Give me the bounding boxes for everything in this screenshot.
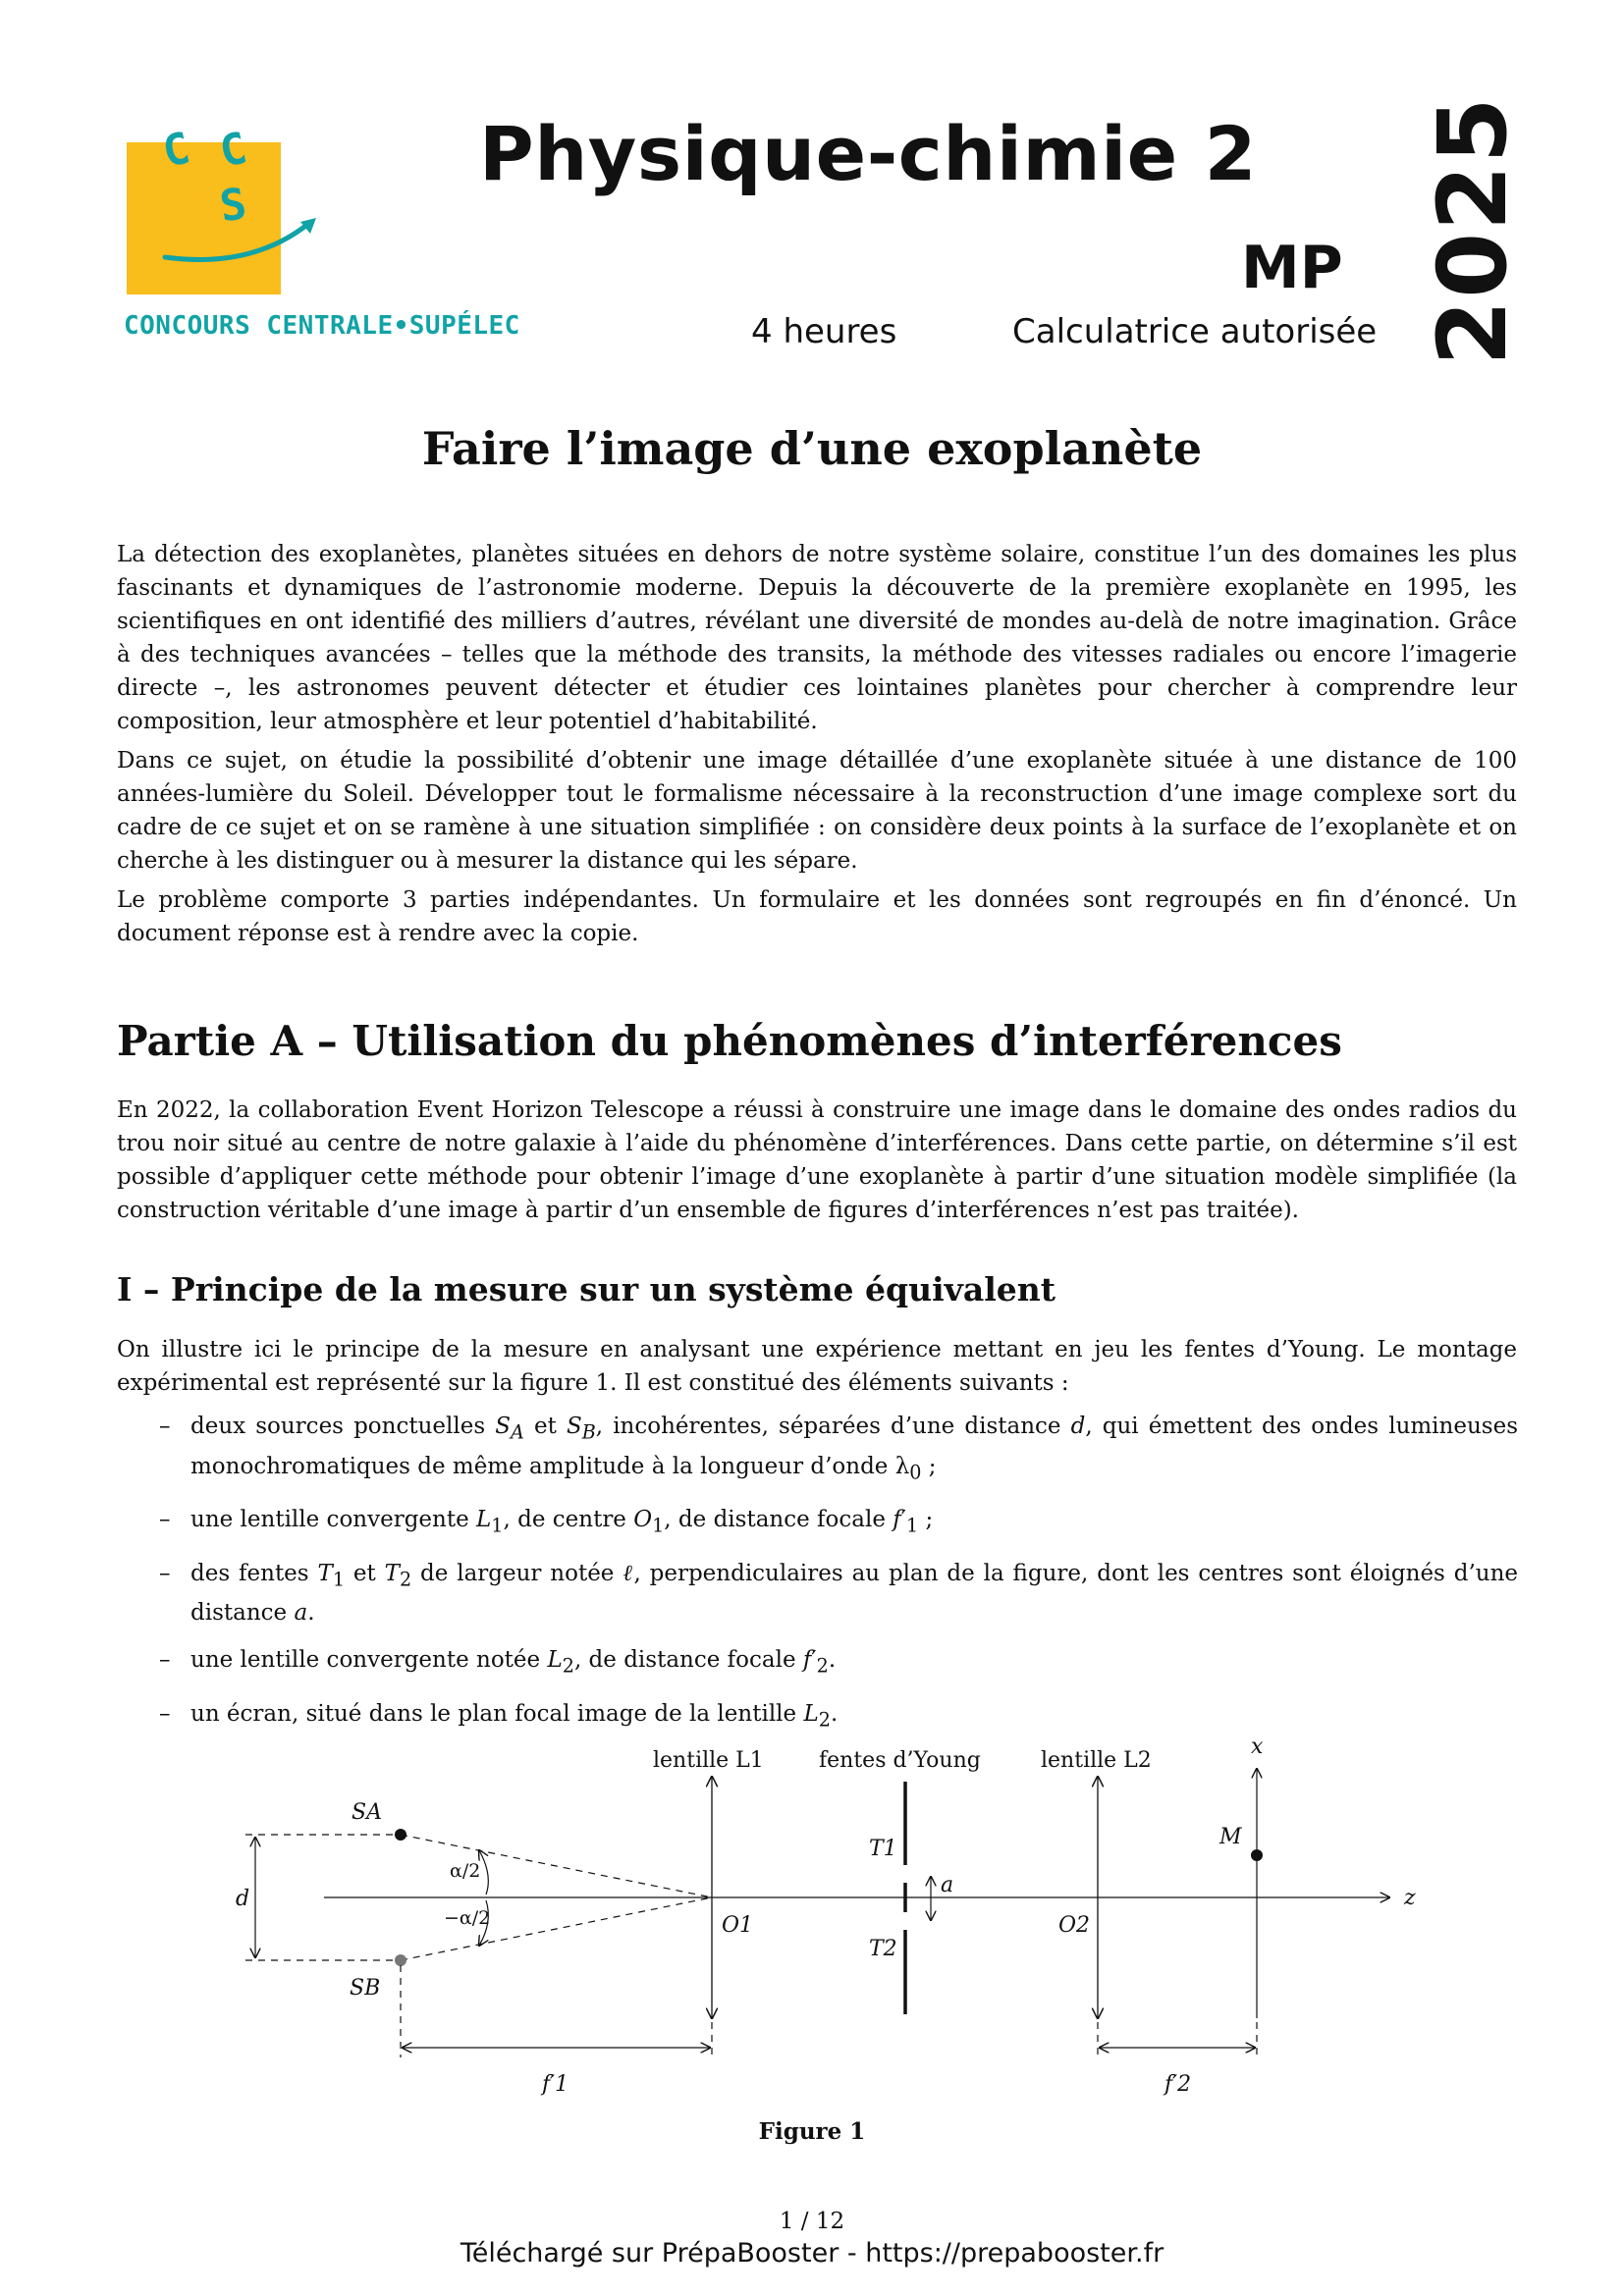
intro-paragraph-3: Le problème comporte 3 parties indépendantes. Un formulaire et les données sont regroupés en fin d’énoncé. Un document réponse est à rendre avec la copie. (117, 887, 1517, 946)
source-sa (395, 1829, 406, 1841)
list-item: – deux sources ponctuelles $S_A$ et $S_B$, incohérentes, séparées d’une distance d, qui émettent des ondes lumineuses monochromatiques de même amplitude à la longueur d’onde $\lambda_0$ ; (159, 1414, 1518, 1484)
section-i-heading: I – Principe de la mesure sur un système équivalent (117, 1270, 1056, 1308)
intro-paragraph-1: La détection des exoplanètes, planètes situées en dehors de notre système solaire, constitue l’un des domaines les plus fascinants et dynamiques de l’astronomie moderne. Depuis la découverte de la première exoplanète en 1995, les scientifiques en ont identifié des milliers d’autres, révélant une diversité de mondes au-delà de notre imagination. Grâce à des techniques avancées – telles que la méthode des transits, la méthode des vitesses radiales ou encore l’imagerie directe –, les astronomes peuvent détecter et étudier ces lointaines planètes pour chercher à comprendre leur composition, leur atmosphère et leur potentiel d’habitabilité. (117, 542, 1517, 734)
exam-year (1414, 95, 1532, 366)
figure-caption: Figure 1 (758, 2118, 866, 2145)
optical-setup-diagram (226, 1728, 1453, 2120)
sa-label: SA (352, 1800, 382, 1825)
logo-letter-s: S (216, 179, 250, 233)
f1-label: f′1 (542, 2072, 569, 2097)
young-slits-label: fentes d’Young (819, 1748, 981, 1773)
source-sb (395, 1954, 406, 1966)
intro-paragraph-2: Dans ce sujet, on étudie la possibilité d’obtenir une image détaillée d’une exoplanète située à une distance de 100 années-lumière du Soleil. Développer tout le formalisme nécessaire à la reconstruction d’une image complexe sort du cadre de ce sujet et on se ramène à une situation simplifiée : on considère deux points à la surface de l’exoplanète et on cherche à les distinguer ou à mesurer la distance qui les sépare. (117, 748, 1517, 874)
z-axis-label: z (1404, 1886, 1416, 1910)
x-axis-label: x (1251, 1735, 1264, 1759)
t2-label: T2 (869, 1937, 897, 1961)
concours-logo (124, 110, 520, 355)
page-title: Faire l’image d’une exoplanète (421, 422, 1203, 475)
list-item-text: une lentille convergente $L_1$, de centre $O_1$, de distance focale $f'_1$ ; (190, 1507, 934, 1537)
point-m (1251, 1849, 1263, 1861)
list-item: – une lentille convergente notée $L_2$, de distance focale $f'_2$. (159, 1647, 837, 1678)
alpha-arc-up (479, 1850, 488, 1895)
m-label: M (1219, 1825, 1242, 1849)
sa-ray (401, 1835, 712, 1897)
filiere-label: MP (1241, 234, 1343, 302)
alpha-half-label: α/2 (450, 1860, 481, 1882)
logo-letter-c2: C (215, 123, 251, 178)
logo-text: CONCOURS CENTRALE•SUPÉLEC (124, 311, 520, 341)
d-label: d (236, 1887, 250, 1911)
download-note: Téléchargé sur PrépaBooster - https://prepabooster.fr (460, 2238, 1164, 2269)
list-item-text: un écran, situé dans le plan focal image de la lentille $L_2$. (190, 1700, 839, 1732)
part-a-paragraph: En 2022, la collaboration Event Horizon Telescope a réussi à construire une image dans le domaine des ondes radios du trou noir situé au centre de notre galaxie à l’aide du phénomène d’interférences. Dans cette partie, on détermine s’il est possible d’appliquer cette méthode pour obtenir l’image d’une exoplanète à partir d’une situation modèle simplifiée (la construction véritable d’une image à partir d’un ensemble de figures d’interférences n’est pas traitée). (117, 1097, 1517, 1223)
lens-l1-label: lentille L1 (653, 1748, 764, 1773)
exam-title: Physique-chimie 2 (479, 110, 1258, 197)
exam-year-text: 2025 (1418, 95, 1528, 366)
equipment-list (157, 1410, 1518, 1751)
sb-label: SB (350, 1976, 381, 2001)
exam-duration: 4 heures (751, 312, 897, 351)
list-item-text: des fentes $T_1$ et $T_2$ de largeur notée ℓ, perpendiculaires au plan de la figure, dont les centres sont éloignés d’une distance a. (190, 1560, 1518, 1627)
list-item-text: une lentille convergente notée $L_2$, de distance focale $f'_2$. (190, 1647, 837, 1678)
list-item: – un écran, situé dans le plan focal image de la lentille $L_2$. (159, 1700, 839, 1732)
list-item-text: deux sources ponctuelles $S_A$ et $S_B$, incohérentes, séparées d’une distance d, qui émettent des ondes lumineuses monochromatiques de même amplitude à la longueur d’onde $\lambda_0$ ; (190, 1414, 1518, 1484)
a-label: a (941, 1873, 954, 1897)
list-item: – des fentes $T_1$ et $T_2$ de largeur notée ℓ, perpendiculaires au plan de la figure, dont les centres sont éloignés d’une distance a. (159, 1560, 1518, 1627)
part-a-heading: Partie A – Utilisation du phénomènes d’interférences (117, 1017, 1342, 1065)
page-number: 1 / 12 (779, 2209, 845, 2234)
list-item: – une lentille convergente $L_1$, de centre $O_1$, de distance focale $f'_1$ ; (159, 1507, 934, 1537)
logo-letter-c1: C (158, 123, 194, 178)
o1-label: O1 (722, 1913, 754, 1938)
logo-mark (124, 110, 487, 306)
t1-label: T1 (869, 1837, 897, 1861)
section-i-paragraph: On illustre ici le principe de la mesure en analysant une expérience mettant en jeu les fentes d’Young. Le montage expérimental est représenté sur la figure 1. Il est constitué des éléments suivants : (117, 1337, 1517, 1396)
minus-alpha-half-label: −α/2 (444, 1907, 491, 1929)
lens-l2-label: lentille L2 (1041, 1748, 1152, 1773)
calculator-note: Calculatrice autorisée (1012, 312, 1378, 351)
f2-label: f′2 (1164, 2072, 1192, 2097)
o2-label: O2 (1058, 1913, 1091, 1938)
